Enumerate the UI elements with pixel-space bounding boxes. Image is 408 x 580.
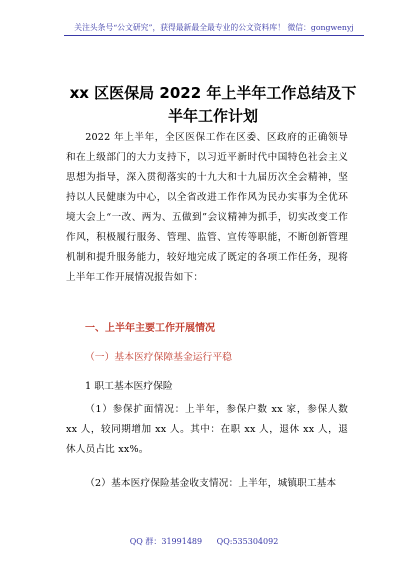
footer-contact	[0, 536, 408, 547]
fund-paragraph: （2）基本医疗保险基金收支情况：上半年，城镇职工基本	[85, 478, 337, 489]
header-note: 关注头条号“公文研究”，获得最新最全最专业的公文资料库！ 微信：gongwenyj	[74, 23, 354, 32]
document-title: xx 区医保局 2022 年上半年工作总结及下半年工作计划	[69, 84, 357, 125]
subsection-heading: （一）基本医疗保障基金运行平稳	[85, 352, 232, 363]
section-heading: 一、上半年主要工作开展情况	[85, 323, 215, 334]
intro-paragraph: 2022 年上半年，全区医保工作在区委、区政府的正确领导和在上级部门的大力支持下，以习近平新时代中国特色社会主义思想为指导，深入贯彻落实的十九大和十九届历次全会精神，坚持以人民健康为中心，以全省改进工作作风为民办实事为全优环境大会上“一改、两为、五做到”会议精神为抓手，切实改变工作作风，积极履行服务、管理、监管、宣传等职能，不断创新管理机制和提升服务能力，较好地完成了既定的各项工作任务，现将上半年工作开展情况报告如下：	[66, 132, 348, 283]
footer-qq: QQ:535304092	[216, 537, 279, 546]
footer-qq-group: QQ 群：31991489	[129, 537, 203, 546]
participation-paragraph: （1）参保扩面情况：上半年，参保户数 xx 家，参保人数 xx 人，较同期增加 xx 人。其中：在职 xx 人，退休 xx 人，退休人员占比 xx%。	[66, 404, 348, 455]
header-divider	[64, 35, 364, 36]
item-heading: 1 职工基本医疗保险	[85, 381, 173, 392]
